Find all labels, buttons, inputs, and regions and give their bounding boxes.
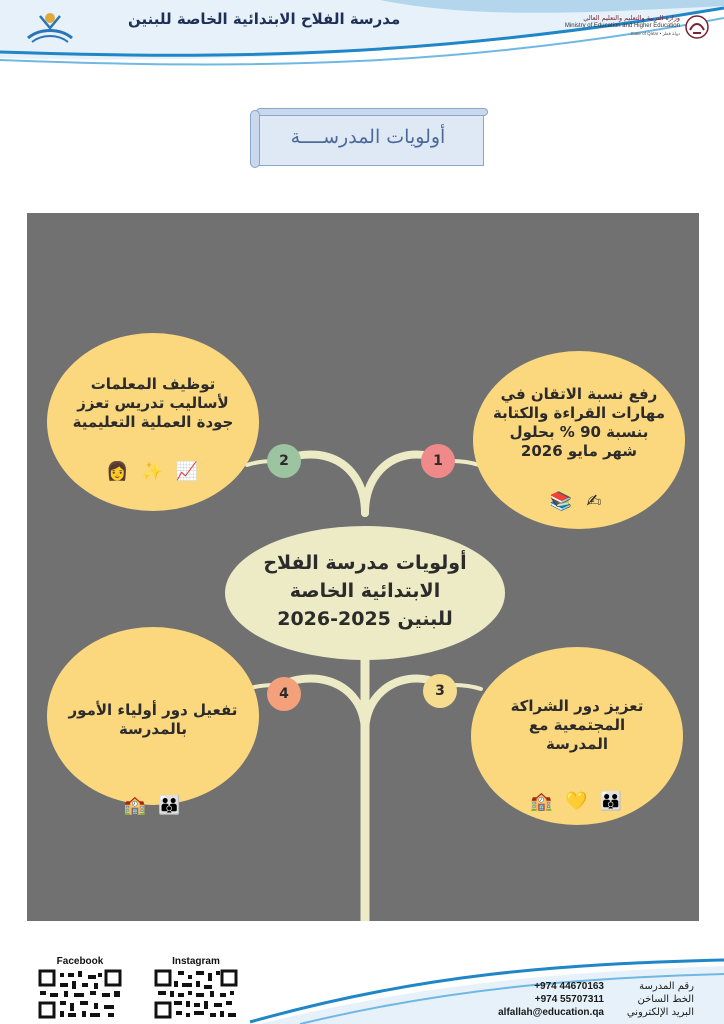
priority-1-circle [473, 351, 685, 529]
facebook-label: Facebook [56, 956, 104, 967]
ministry-state: State of Qatar • دولة قطر [630, 31, 680, 36]
priority-4-line: بالمدرسة [118, 720, 188, 738]
priority-2-number: 2 [267, 444, 301, 478]
priority-2-icons [47, 461, 259, 485]
school-phone[interactable]: +974 44670163 [534, 981, 604, 992]
instagram-qr-code[interactable] [154, 969, 238, 1019]
priority-1-line: شهر مايو 2026 [520, 442, 638, 460]
priority-3-circle [471, 647, 683, 825]
contact-labels [627, 980, 694, 1019]
priority-2-circle [47, 333, 259, 511]
ministry-name-ar: وزارة التربية والتعليم والتعليم العالي [583, 14, 680, 22]
school-logo-icon [22, 8, 78, 48]
priority-4-text [47, 701, 259, 739]
priority-2-line: جودة العملية التعليمية [72, 413, 234, 431]
priority-4-circle [47, 627, 259, 816]
books-icon: 📚 [549, 491, 578, 512]
priority-2-line: لأساليب تدريس تعزز [77, 394, 229, 412]
center-title-line: للبنين 2025-2026 [277, 608, 453, 630]
priority-3-text [471, 697, 683, 754]
ministry-logo [550, 14, 710, 44]
scroll-roll-top [256, 108, 488, 116]
priority-2-line: توظيف المعلمات [90, 375, 216, 393]
writing-hand-icon: ✍ [586, 491, 607, 512]
priority-4-line: تفعيل دور أولياء الأمور [68, 701, 238, 719]
facebook-qr-code[interactable] [38, 969, 122, 1019]
priorities-infographic [27, 213, 699, 921]
center-title [225, 549, 505, 633]
center-title-line: الابتدائية الخاصة [289, 580, 441, 602]
priority-3-icons [471, 791, 683, 815]
family-icon: 👪 [599, 791, 628, 812]
school-icon: 🏫 [530, 791, 558, 812]
priority-1-line: مهارات القراءة والكتابة [493, 404, 665, 422]
school-icon: 🏫 [123, 795, 152, 816]
sparkles-icon: ✨ [141, 461, 169, 482]
priority-3-line: المجتمعية مع [528, 716, 626, 734]
page-title: أولويات المدرســــة [290, 126, 446, 148]
priority-1-line: رفع نسبة الاتقان في [500, 385, 658, 403]
center-title-line: أولويات مدرسة الفلاح [263, 552, 467, 574]
contact-values [498, 980, 604, 1019]
priority-2-text [47, 375, 259, 432]
chart-increasing-icon: 📈 [175, 461, 204, 482]
school-name-title: مدرسة الفلاح الابتدائية الخاصة للبنين [128, 10, 401, 28]
family-icon: 👪 [158, 795, 186, 816]
hotline-label: الخط الساخن [637, 994, 694, 1005]
priority-1-text [473, 385, 685, 461]
heart-icon: 💛 [565, 791, 593, 812]
instagram-label: Instagram [172, 956, 220, 967]
priority-3-line: تعزيز دور الشراكة [510, 697, 644, 715]
ministry-name-en: Ministry of Education and Higher Education [564, 23, 680, 29]
priority-4-icons [47, 795, 259, 819]
instagram-qr-group [154, 956, 238, 1019]
priority-1-icons [473, 491, 685, 515]
title-scroll [248, 106, 488, 170]
priority-1-number: 1 [421, 444, 455, 478]
school-phone-label: رقم المدرسة [639, 981, 694, 992]
teacher-icon: 👩 [106, 461, 134, 482]
qatar-emblem-icon [684, 14, 710, 40]
priority-3-number: 3 [423, 674, 457, 708]
priority-4-number: 4 [267, 677, 301, 711]
center-title-ellipse [225, 526, 505, 660]
priority-3-line: المدرسة [546, 735, 608, 753]
email-label: البريد الإلكتروني [626, 1007, 694, 1018]
email-address[interactable]: alfallah@education.qa [498, 1007, 604, 1018]
priority-1-line: بنسبة 90 % بحلول [509, 423, 649, 441]
hotline-phone[interactable]: +974 55707311 [534, 994, 604, 1005]
facebook-qr-group [38, 956, 122, 1019]
